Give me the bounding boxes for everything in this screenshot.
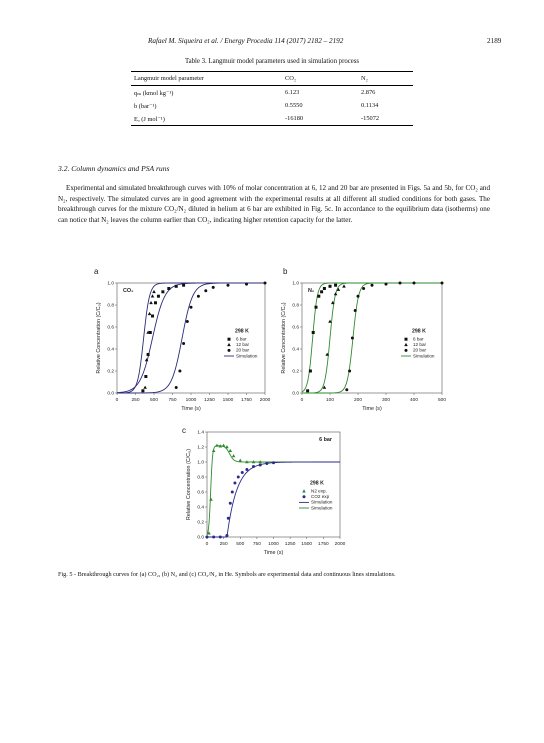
panel-c-x-tick-label: 750 <box>252 542 261 547</box>
panel-c-data-point <box>225 534 228 537</box>
panel-a-y-tick-label: 0.8 <box>107 303 114 309</box>
panel-c-condition-label: 6 bar <box>319 437 332 443</box>
panel-b-legend-label: 12 bar <box>413 342 427 348</box>
panel-a-y-axis-label: Relative Concentration (C/C₀) <box>96 302 102 374</box>
table-header-cell: Langmuir model parameter <box>134 75 204 82</box>
panel-c-x-tick-label: 250 <box>219 542 228 547</box>
panel-c-x-axis-label: Time (s) <box>263 550 284 556</box>
panel-c-data-point <box>272 461 275 464</box>
panel-a-x-tick-label: 2000 <box>259 398 271 403</box>
panel-b-data-point <box>317 295 320 298</box>
panel-c-data-point <box>212 536 215 539</box>
panel-a-x-tick-label: 0 <box>115 398 119 403</box>
panel-b-data-point <box>320 290 323 293</box>
panel-c-x-tick-label: 1250 <box>284 542 296 547</box>
panel-a-x-tick-label: 250 <box>131 398 140 403</box>
panel-a-data-point <box>144 375 147 378</box>
panel-b-data-point <box>413 282 416 285</box>
panel-c-data-point <box>212 449 216 452</box>
panel-a-data-point <box>178 370 181 373</box>
panel-c-data-point <box>259 464 262 467</box>
table-cell: b (bar⁻¹) <box>134 102 157 110</box>
panel-b-y-tick-label: 0.6 <box>292 325 299 331</box>
figure-caption: Fig. 5 - Breakthrough curves for (a) CO₂, (b) N₂ and (c) CO₂/N₂ in He. Symbols are experimental data and continuous lines simulations. <box>58 571 396 578</box>
panel-a-legend-marker <box>228 349 231 352</box>
panel-c-data-point <box>238 459 242 462</box>
panel-c-legend-marker <box>302 489 306 492</box>
panel-b-data-point <box>315 306 318 309</box>
panel-c-data-point <box>229 502 232 505</box>
panel-b-y-tick-label: 0.4 <box>292 347 299 353</box>
table-cell: 6.123 <box>285 89 300 96</box>
table-cell: -15072 <box>361 115 380 122</box>
panel-c-data-point <box>227 517 230 520</box>
panel-b-data-point <box>441 282 444 285</box>
panel-a-legend-label: 12 bar <box>236 342 250 348</box>
panel-a-data-point <box>204 289 207 292</box>
panel-b-data-point <box>334 292 338 295</box>
panel-a-legend-marker <box>227 343 231 346</box>
panel-a-legend-label: Simulation <box>236 353 258 359</box>
panel-a-legend-marker <box>228 338 231 341</box>
table-cell: 0.5550 <box>285 102 303 109</box>
panel-a-y-tick-label: 1.0 <box>107 281 114 287</box>
panel-b-y-tick-label: 0.0 <box>292 391 299 397</box>
panel-c-x-tick-label: 0 <box>205 542 209 547</box>
panel-a-data-point <box>167 287 170 290</box>
panel-a-data-point <box>141 389 144 392</box>
panel-c-x-tick-label: 1500 <box>301 542 313 547</box>
panel-c-data-point <box>231 491 234 494</box>
panel-c-legend-marker <box>303 495 306 498</box>
panel-b-data-point <box>342 284 346 287</box>
panel-c-y-axis-label: Relative Concentration (C/C₀) <box>186 448 192 521</box>
running-header: Rafael M. Siqueira et al. / Energy Procedia 114 (2017) 2182 – 2192 <box>148 37 344 45</box>
panel-c-legend-label: CO2 exp <box>311 494 330 500</box>
panel-c-x-tick-label: 500 <box>236 542 245 547</box>
panel-b-data-point <box>312 331 315 334</box>
panel-b-legend-marker <box>404 343 408 346</box>
panel-a-x-tick-label: 750 <box>168 398 177 403</box>
table-cell: qₘ (kmol kg⁻¹) <box>134 89 174 97</box>
panel-a-y-tick-label: 0.4 <box>107 347 114 353</box>
page-number: 2189 <box>487 37 502 45</box>
panel-b-data-point <box>348 370 351 373</box>
panel-c-data-point <box>222 444 226 447</box>
panel-b-data-point <box>306 389 309 392</box>
panel-a-data-point <box>149 301 153 304</box>
panel-b-legend-marker <box>405 338 408 341</box>
panel-b-data-point <box>329 285 332 288</box>
panel-b-y-tick-label: 0.2 <box>292 369 299 375</box>
panel-b-data-point <box>399 282 402 285</box>
panel-c-x-tick-label: 1000 <box>268 542 279 547</box>
body-paragraph: Experimental and simulated breakthrough curves with 10% of molar concentration at 6, 12 and 20 bar are presented in Figs. 5a and 5b, for CO₂ and N₂, respectively. The simulated curves are in good agreement with the experimental results at all different all studied conditions for both gases. The breakthrough curves for the mixture CO₂/N₂ diluted in helium at 6 bar are exhibited in Fig. 5c. In accordance to the equilibrium data (isotherms) one can notice that N₂ leaves the column earlier than CO₂, indicating higher retention capacity for the latter. <box>58 184 490 224</box>
panel-b-x-tick-label: 200 <box>353 398 363 403</box>
panel-a-x-tick-label: 1250 <box>204 398 215 403</box>
table-cell: 2.876 <box>361 89 376 96</box>
panel-a-y-tick-label: 0.2 <box>107 369 114 375</box>
panel-b-data-point <box>371 284 374 287</box>
panel-c-y-tick-label: 0.0 <box>197 535 204 541</box>
panel-a-data-point <box>151 315 154 318</box>
panel-a-x-tick-label: 1750 <box>241 398 252 403</box>
panel-b-x-tick-label: 400 <box>409 398 419 403</box>
panel-b-data-point <box>385 283 388 286</box>
panel-b-y-axis-label: Relative Concentration (C/C₀) <box>281 302 287 374</box>
panel-a-data-point <box>151 294 155 297</box>
panel-b-y-tick-label: 1.0 <box>292 281 299 287</box>
panel-a-x-axis-label: Time (s) <box>181 406 201 412</box>
panel-b-data-point <box>323 287 326 290</box>
panel-c-data-point <box>206 536 209 539</box>
panel-a-data-point <box>197 295 200 298</box>
panel-b-legend-marker <box>405 349 408 352</box>
panel-a-data-point <box>147 353 150 356</box>
panel-c-y-tick-label: 0.2 <box>197 520 204 526</box>
panel-a-data-point <box>186 320 189 323</box>
panel-a-x-tick-label: 1500 <box>222 398 234 403</box>
panel-b-data-point <box>334 284 337 287</box>
panel-b-data-point <box>354 309 357 312</box>
panel-c-x-tick-label: 1750 <box>318 542 329 547</box>
panel-a-data-point <box>182 284 185 287</box>
table-cell: Eₐ (J mol⁻¹) <box>134 115 165 123</box>
panel-b-data-point <box>309 370 312 373</box>
panel-c-data-point <box>232 454 236 457</box>
panel-c-data-point <box>209 498 213 501</box>
panel-a-data-point <box>157 295 160 298</box>
table-header-cell: N₂ <box>361 75 368 82</box>
panel-c-data-point <box>241 471 244 474</box>
panel-a-data-point <box>175 285 178 288</box>
panel-b-temperature-label: 298 K <box>412 328 426 335</box>
panel-a-y-tick-label: 0.6 <box>107 325 114 331</box>
panel-a-y-tick-label: 0.0 <box>107 391 114 397</box>
panel-b-x-tick-label: 100 <box>325 398 335 403</box>
panel-c-data-point <box>225 445 229 448</box>
panel-c-y-tick-label: 1.2 <box>197 445 204 451</box>
panel-a-x-tick-label: 1000 <box>185 398 197 403</box>
panel-c-data-point <box>237 476 240 479</box>
panel-c-data-point <box>245 468 248 471</box>
panel-b-legend-label: 20 bar <box>413 347 427 353</box>
panel-a-data-point <box>154 301 157 304</box>
panel-a-data-point <box>175 386 178 389</box>
table-caption: Table 3. Langmuir model parameters used in simulation process <box>184 58 360 65</box>
panel-a-data-point <box>161 290 164 293</box>
panel-b-x-tick-label: 300 <box>381 398 391 403</box>
table-cell: 0.1134 <box>361 102 379 109</box>
panel-c-y-tick-label: 1.0 <box>197 460 204 466</box>
table-cell: -16180 <box>285 115 304 122</box>
panel-a-data-point <box>227 284 230 287</box>
panel-b-legend-label: 6 bar <box>413 336 424 342</box>
panel-a-data-point <box>182 342 185 345</box>
panel-c-x-tick-label: 2000 <box>334 542 346 547</box>
panel-b-x-tick-label: 500 <box>437 398 447 403</box>
panel-c-data-point <box>265 462 268 465</box>
panel-a-data-point <box>190 306 193 309</box>
panel-a-legend-label: 20 bar <box>236 347 250 353</box>
panel-c-legend-label: Simulation <box>311 499 333 505</box>
panel-a-data-point <box>264 282 267 285</box>
panel-a-data-point <box>152 290 156 293</box>
panel-a-data-point <box>143 386 147 389</box>
table-header-cell: CO₂ <box>285 75 297 82</box>
panel-c-data-point <box>233 482 236 485</box>
panel-c-data-point <box>228 449 232 452</box>
panel-b-y-tick-label: 0.8 <box>292 303 299 309</box>
panel-c-y-tick-label: 0.4 <box>197 505 204 511</box>
panel-a-data-point <box>148 312 152 315</box>
panel-c-y-tick-label: 0.6 <box>197 490 204 496</box>
panel-b-data-point <box>357 295 360 298</box>
panel-a-legend-label: 6 bar <box>236 336 247 342</box>
section-heading: 3.2. Column dynamics and PSA runs <box>58 164 170 173</box>
panel-b-data-point <box>351 337 354 340</box>
panel-b-gas-label: N₂ <box>308 288 315 294</box>
panel-c-letter: c <box>182 426 186 435</box>
panel-a-data-point <box>245 283 248 286</box>
panel-a-gas-label: CO₂ <box>123 288 134 294</box>
panel-a-x-tick-label: 500 <box>149 398 159 403</box>
panel-c-legend-label: N2 exp. <box>311 488 327 494</box>
panel-b-x-axis-label: Time (s) <box>362 406 382 412</box>
panel-a-temperature-label: 298 K <box>235 328 249 335</box>
panel-b-data-point <box>362 287 365 290</box>
panel-b-x-tick-label: 0 <box>300 398 304 403</box>
panel-c-y-tick-label: 0.8 <box>197 475 204 481</box>
panel-b-letter: b <box>283 267 288 276</box>
panel-c-data-point <box>252 465 255 468</box>
panel-a-data-point <box>212 286 215 289</box>
panel-c-temperature-label: 298 K <box>310 480 324 487</box>
panel-c-legend-label: Simulation <box>311 505 333 511</box>
panel-b-data-point <box>345 388 348 391</box>
panel-a-letter: a <box>94 267 99 276</box>
panel-c-y-tick-label: 1.4 <box>197 430 204 436</box>
panel-c-data-point <box>219 536 222 539</box>
panel-b-legend-label: Simulation <box>413 353 435 359</box>
